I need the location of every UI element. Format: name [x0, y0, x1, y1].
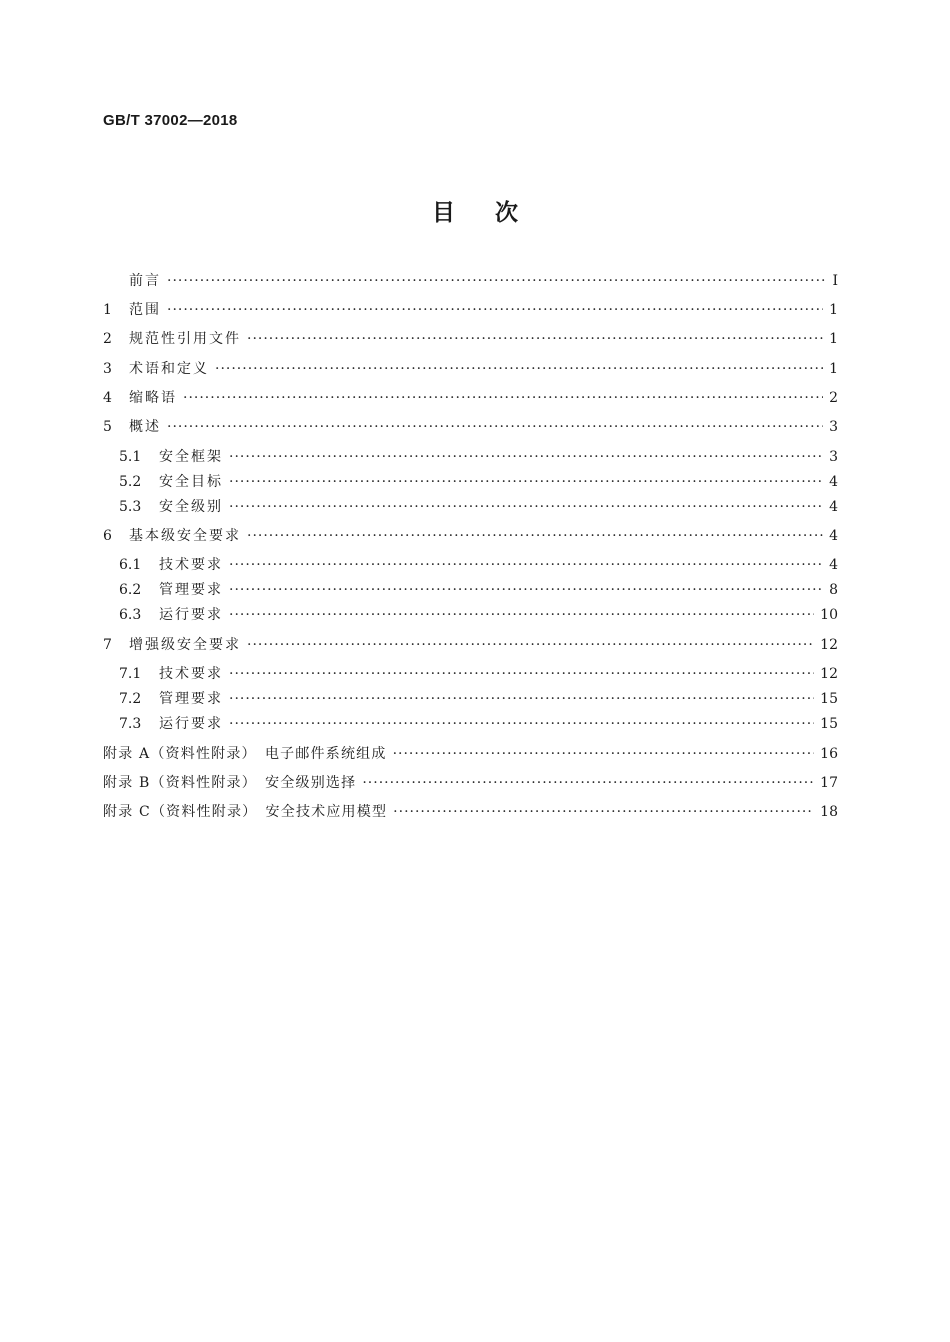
toc-entry-page: 4	[829, 528, 838, 544]
toc-entry-2[interactable]	[103, 328, 838, 348]
leader-dots	[229, 582, 823, 598]
toc-entry-appendix-c[interactable]	[103, 801, 838, 821]
toc-entry-page: 4	[829, 557, 838, 573]
toc-entry-page: 15	[820, 691, 838, 707]
toc-entry-4[interactable]	[103, 387, 838, 407]
toc-entry-6-1[interactable]	[103, 554, 838, 574]
toc-entry-page: 18	[820, 804, 838, 820]
toc-entry-label: 附录 B（资料性附录） 安全级别选择	[103, 775, 357, 791]
toc-entry-page: 1	[829, 331, 838, 347]
leader-dots	[229, 499, 823, 515]
toc-entry-label: 运行要求	[159, 607, 223, 623]
toc-entry-5-2[interactable]	[103, 471, 838, 491]
toc-entry-number: 7	[103, 637, 112, 653]
leader-dots	[229, 607, 814, 623]
toc-entry-number: 5.3	[119, 499, 142, 515]
leader-dots	[393, 804, 814, 820]
leader-dots	[229, 691, 814, 707]
toc-entry-page: 1	[829, 361, 838, 377]
toc-entry-label: 规范性引用文件	[129, 331, 241, 347]
toc-entry-7[interactable]	[103, 634, 838, 654]
title-char-1: 目	[432, 200, 455, 226]
page-title	[0, 194, 950, 227]
toc-entry-page: 12	[820, 637, 838, 653]
leader-dots	[229, 449, 823, 465]
toc-entry-number: 5.1	[119, 449, 142, 465]
toc-entry-label: 安全目标	[159, 474, 223, 490]
leader-dots	[229, 666, 814, 682]
toc-entry-number: 4	[103, 390, 112, 406]
toc-entry-5-3[interactable]	[103, 496, 838, 516]
toc-entry-page: 4	[829, 499, 838, 515]
toc-entry-page: 3	[829, 449, 838, 465]
toc-entry-label: 技术要求	[159, 666, 223, 682]
toc-entry-number: 6	[103, 528, 112, 544]
toc-entry-label: 附录 C（资料性附录） 安全技术应用模型	[103, 804, 388, 820]
toc-entry-number: 2	[103, 331, 112, 347]
toc-entry-number: 3	[103, 361, 112, 377]
toc-entry-page: 16	[820, 746, 838, 762]
toc-entry-number: 6.3	[119, 607, 142, 623]
toc-entry-number: 6.2	[119, 582, 142, 598]
toc-entry-label: 基本级安全要求	[129, 528, 241, 544]
toc-entry-label: 安全框架	[159, 449, 223, 465]
leader-dots	[247, 528, 823, 544]
leader-dots	[247, 637, 814, 653]
leader-dots	[229, 474, 823, 490]
toc-entry-page: 17	[820, 775, 838, 791]
toc-entry-label: 前言	[129, 273, 161, 289]
toc-entry-3[interactable]	[103, 358, 838, 378]
toc-entry-6-3[interactable]	[103, 604, 838, 624]
toc-entry-1[interactable]	[103, 299, 838, 319]
toc-entry-page: Ⅰ	[832, 273, 838, 289]
toc-entry-page: 15	[820, 716, 838, 732]
toc-entry-appendix-b[interactable]	[103, 772, 838, 792]
toc-entry-label: 概述	[129, 419, 161, 435]
toc-entry-7-1[interactable]	[103, 663, 838, 683]
toc-entry-number: 7.3	[119, 716, 142, 732]
toc-entry-5[interactable]	[103, 416, 838, 436]
toc-entry-label: 管理要求	[159, 582, 223, 598]
toc-entry-number: 5.2	[119, 474, 142, 490]
toc-entry-page: 4	[829, 474, 838, 490]
leader-dots	[215, 361, 823, 377]
toc-entry-page: 12	[820, 666, 838, 682]
toc-entry-page: 2	[829, 390, 838, 406]
toc-entry-label: 安全级别	[159, 499, 223, 515]
toc-entry-7-3[interactable]	[103, 713, 838, 733]
toc-entry-page: 3	[829, 419, 838, 435]
toc-entry-label: 附录 A（资料性附录） 电子邮件系统组成	[103, 746, 387, 762]
toc-entry-6-2[interactable]	[103, 579, 838, 599]
title-char-2: 次	[495, 200, 518, 226]
leader-dots	[229, 716, 814, 732]
toc-entry-appendix-a[interactable]	[103, 743, 838, 763]
leader-dots	[167, 419, 823, 435]
toc-entry-6[interactable]	[103, 525, 838, 545]
standard-code: GB/T 37002—2018	[103, 112, 238, 129]
toc-entry-label: 运行要求	[159, 716, 223, 732]
toc-entry-5-1[interactable]	[103, 446, 838, 466]
toc-entry-page: 8	[829, 582, 838, 598]
leader-dots	[393, 746, 815, 762]
toc-entry-label: 范围	[129, 302, 161, 318]
leader-dots	[362, 775, 814, 791]
leader-dots	[167, 273, 826, 289]
toc-entry-label: 增强级安全要求	[129, 637, 241, 653]
toc-entry-7-2[interactable]	[103, 688, 838, 708]
toc-entry-number: 5	[103, 419, 112, 435]
leader-dots	[229, 557, 823, 573]
toc-entry-label: 术语和定义	[129, 361, 209, 377]
toc-entry-number: 7.1	[119, 666, 142, 682]
leader-dots	[247, 331, 823, 347]
toc-entry-label: 技术要求	[159, 557, 223, 573]
toc-entry-number: 7.2	[119, 691, 142, 707]
toc-entry-page: 1	[829, 302, 838, 318]
toc-entry-foreword[interactable]	[103, 270, 838, 290]
toc-entry-label: 缩略语	[129, 390, 177, 406]
leader-dots	[183, 390, 823, 406]
leader-dots	[167, 302, 823, 318]
toc-entry-number: 1	[103, 302, 112, 318]
toc-entry-number: 6.1	[119, 557, 142, 573]
toc-entry-label: 管理要求	[159, 691, 223, 707]
toc-entry-page: 10	[820, 607, 838, 623]
